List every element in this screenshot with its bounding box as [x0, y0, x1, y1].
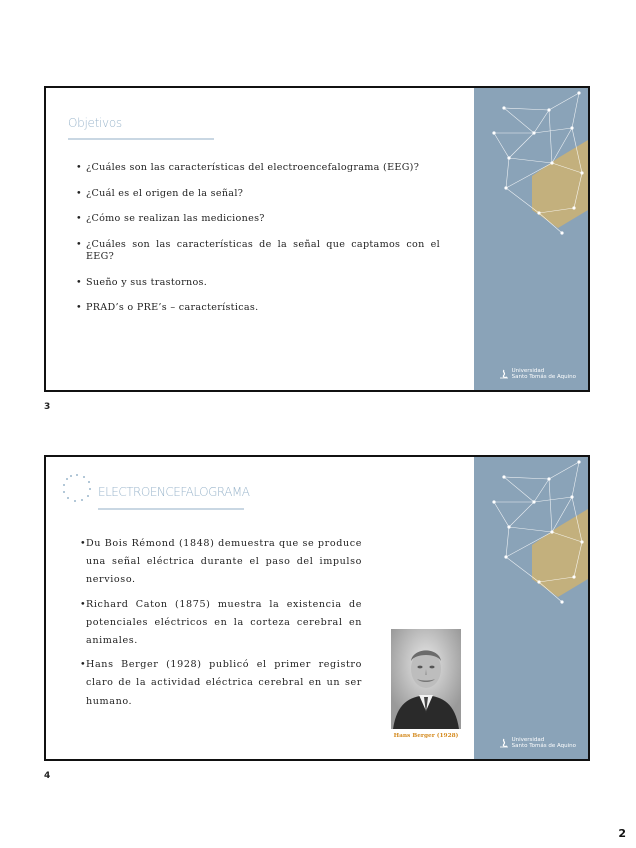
- university-logo: [499, 368, 576, 380]
- title-underline: [98, 508, 244, 510]
- university-logo: [499, 737, 576, 749]
- decorative-side-panel: [474, 457, 588, 759]
- logo-line-1: Universidad: [511, 737, 545, 743]
- page-number: 2: [618, 827, 626, 840]
- title-underline: [68, 138, 214, 140]
- slide-number: 3: [44, 402, 51, 412]
- logo-mark-icon: [499, 738, 509, 748]
- bullet-item: • Richard Caton (1875) muestra la existencia de potenciales eléctricos en la corteza cerebral en animales.: [80, 596, 362, 651]
- bullet-item: • PRAD’s o PRE’s – características.: [76, 302, 440, 315]
- bullet-list: [76, 162, 440, 328]
- bullet-item: • ¿Cuáles son las características del electroencefalograma (EEG)?: [76, 162, 440, 175]
- slide-number: 4: [44, 771, 51, 781]
- slide-3: [44, 86, 590, 392]
- bullet-item: • ¿Cómo se realizan las mediciones?: [76, 213, 440, 226]
- slide-title: Objetivos: [68, 116, 122, 130]
- bullet-item: • Sueño y sus trastornos.: [76, 277, 440, 290]
- network-graphic-icon: [474, 88, 588, 390]
- image-caption: Hans Berger (1928): [393, 733, 459, 739]
- bullet-list: [80, 535, 362, 717]
- logo-line-2: Santo Tomás de Aquino: [511, 374, 576, 380]
- bullet-item: • Du Bois Rémond (1848) demuestra que se produce una señal eléctrica durante el paso del impulso nervioso.: [80, 535, 362, 590]
- decorative-side-panel: [474, 88, 588, 390]
- logo-line-2: Santo Tomás de Aquino: [511, 743, 576, 749]
- slide-title: ELECTROENCEFALOGRAMA: [98, 485, 250, 499]
- bullet-item: • Hans Berger (1928) publicó el primer registro claro de la actividad eléctrica cerebral en un ser humano.: [80, 656, 362, 711]
- bullet-item: • ¿Cuáles son las características de la señal que captamos con el EEG?: [76, 239, 440, 264]
- slide-4: [44, 455, 590, 761]
- logo-mark-icon: [499, 369, 509, 379]
- logo-line-1: Universidad: [511, 368, 545, 374]
- bullet-item: • ¿Cuál es el origen de la señal?: [76, 188, 440, 201]
- hans-berger-portrait: [391, 629, 461, 729]
- dotted-circle-icon: [62, 473, 92, 503]
- network-graphic-icon: [474, 457, 588, 759]
